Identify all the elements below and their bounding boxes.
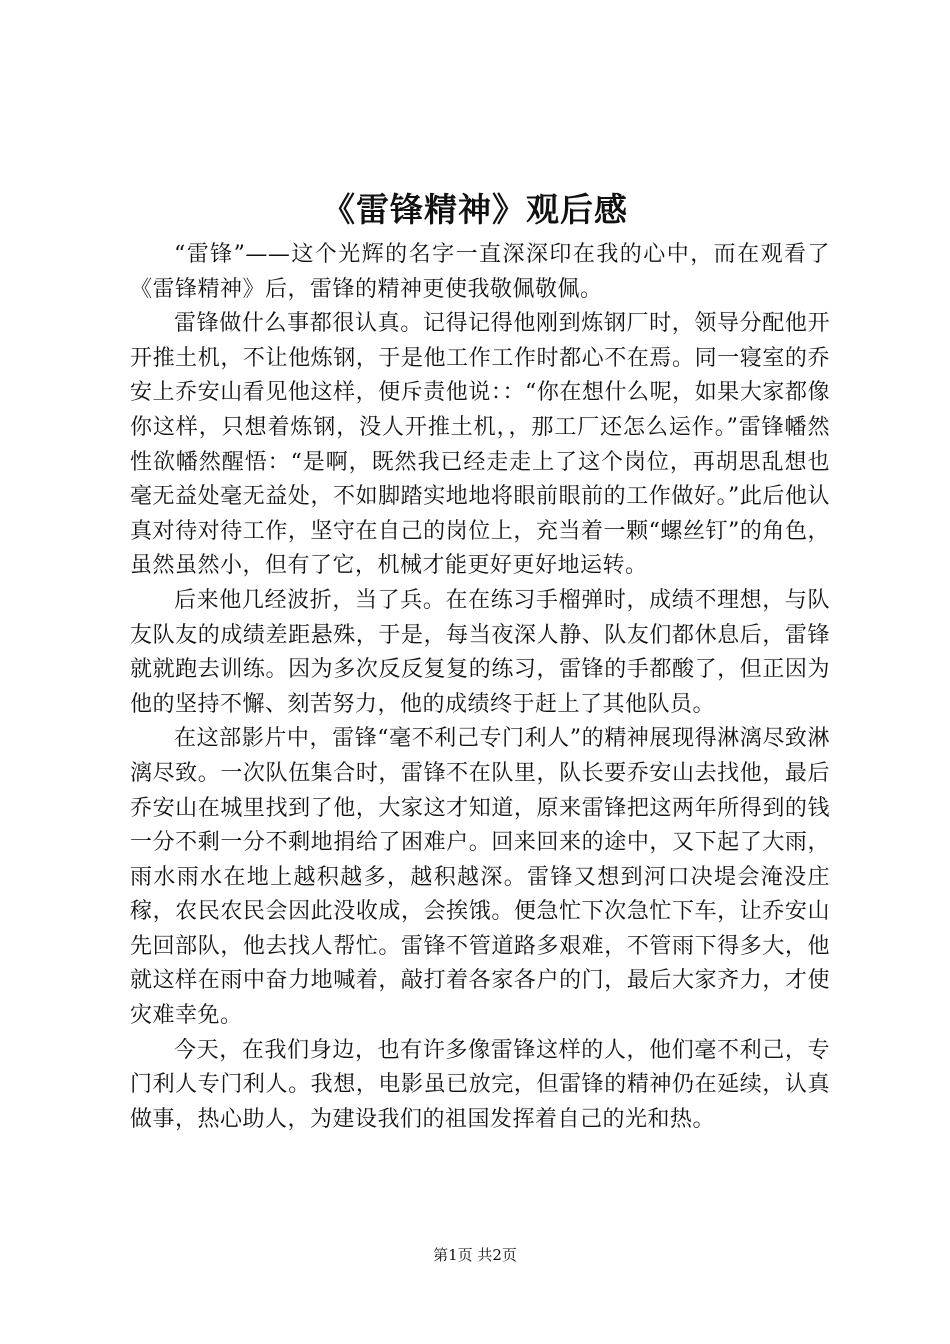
page-footer: 第1页 共2页	[433, 1246, 517, 1264]
paragraph-4: 在这部影片中，雷锋“毫不利己专门利人”的精神展现得淋漓尽致淋漓尽致。一次队伍集合时，雷锋不在队里，队长要乔安山去找他，最后乔安山在城里找到了他，大家这才知道，原来雷锋把这两年所得到的钱一分不剩一分不剩地捐给了困难户。回来回来的途中，又下起了大雨，雨水雨水在地上越积越多，越积越深。雷锋又想到河口决堤会淹没庄稼，农民农民会因此没收成，会挨饿。便急忙下次急忙下车，让乔安山先回部队，他去找人帮忙。雷锋不管道路多艰难，不管雨下得多大，他就这样在雨中奋力地喊着，敲打着各家各户的门，最后大家齐力，才使灾难幸免。	[130, 726, 830, 1029]
paragraph-3: 后来他几经波折，当了兵。在在练习手榴弹时，成绩不理想，与队友队友的成绩差距悬殊，于是，每当夜深人静、队友们都休息后，雷锋就就跑去训练。因为多次反反复复的练习，雷锋的手都酸了，但正因为他的坚持不懈、刻苦努力，他的成绩终于赶上了其他队员。	[130, 587, 830, 717]
paragraph-1: “雷锋”——这个光辉的名字一直深深印在我的心中，而在观看了《雷锋精神》后，雷锋的精神更使我敬佩敬佩。	[130, 242, 830, 302]
paragraph-5: 今天，在我们身边，也有许多像雷锋这样的人，他们毫不利己，专门利人专门利人。我想，电影虽已放完，但雷锋的精神仍在延续，认真做事，热心助人，为建设我们的祖国发挥着自己的光和热。	[130, 1037, 830, 1132]
paragraph-2: 雷锋做什么事都很认真。记得记得他刚到炼钢厂时，领导分配他开开推土机，不让他炼钢，于是他工作工作时都心不在焉。同一寝室的乔安上乔安山看见他这样，便斥责他说：：“你在想什么呢，如果大家都像你这样，只想着炼钢，没人开推土机，，那工厂还怎么运作。”雷锋幡然性欲幡然醒悟：“是啊，既然我已经走走上了这个岗位，再胡思乱想也毫无益处毫无益处，不如脚踏实地地将眼前眼前的工作做好。”此后他认真对待对待工作，坚守在自己的岗位上，充当着一颗“螺丝钉”的角色，虽然虽然小，但有了它，机械才能更好更好地运转。	[130, 311, 830, 579]
document-title: 《雷锋精神》观后感	[322, 190, 628, 229]
document-body	[130, 238, 830, 1137]
